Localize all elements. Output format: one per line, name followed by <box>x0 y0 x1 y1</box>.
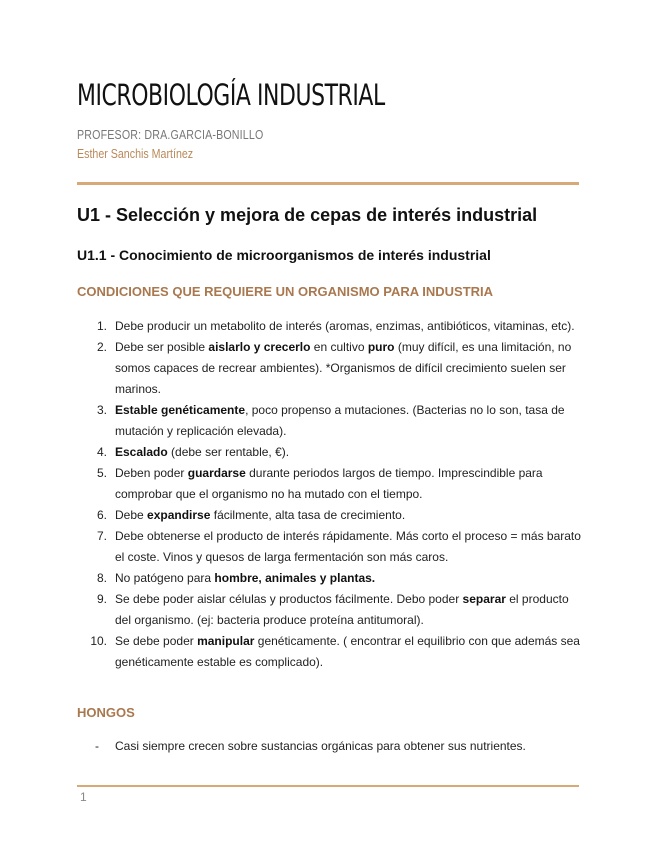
condition-text: , poco propenso a mutaciones. (Bacterias no lo son, tasa de mutación y replicación elevada). <box>115 403 565 438</box>
author-name: Esther Sanchis Martínez <box>77 146 194 161</box>
condition-item <box>77 442 581 463</box>
condition-emphasis: puro <box>367 340 395 354</box>
condition-number: 7. <box>96 529 107 543</box>
condition-emphasis: expandirse <box>147 508 211 522</box>
condition-text: durante periodos largos de tiempo. Imprescindible para comprobar que el organismo no ha mutado con el tiempo. <box>115 466 543 501</box>
condition-number: 1. <box>96 319 107 333</box>
condition-number: 5. <box>96 466 107 480</box>
condition-text: fácilmente, alta tasa de crecimiento. <box>210 508 406 522</box>
fungi-list <box>77 736 581 757</box>
fungi-item <box>77 736 581 757</box>
condition-item <box>77 568 581 589</box>
conditions-list <box>77 316 581 673</box>
condition-text: No patógeno para <box>115 571 215 585</box>
condition-text: Deben poder <box>115 466 188 480</box>
condition-text: Debe obtenerse el producto de interés rápidamente. Más corto el proceso = más barato el coste. Vinos y quesos de larga fermentación son más caros. <box>115 529 581 564</box>
condition-item <box>77 589 581 631</box>
condition-emphasis: guardarse <box>187 466 246 480</box>
condition-text: el producto del organismo. (ej: bacteria produce proteína antitumoral). <box>115 592 569 627</box>
fungi-item-text: Casi siempre crecen sobre sustancias orgánicas para obtener sus nutrientes. <box>115 739 526 753</box>
condition-text: Debe ser posible <box>115 340 209 354</box>
condition-number: 10. <box>90 634 107 648</box>
conditions-heading: CONDICIONES QUE REQUIERE UN ORGANISMO PARA INDUSTRIA <box>77 284 494 299</box>
condition-text: Se debe poder <box>115 634 198 648</box>
condition-item <box>77 316 581 337</box>
bullet-dash: - <box>95 739 99 753</box>
header-divider <box>77 182 579 185</box>
condition-item <box>77 337 581 400</box>
unit-heading: U1 - Selección y mejora de cepas de interés industrial <box>77 205 538 225</box>
condition-emphasis: hombre, animales y plantas. <box>214 571 376 585</box>
condition-item <box>77 631 581 673</box>
condition-emphasis: separar <box>462 592 506 606</box>
condition-number: 2. <box>96 340 107 354</box>
condition-number: 6. <box>96 508 107 522</box>
professor-line: PROFESOR: DRA.GARCIA-BONILLO <box>77 127 264 142</box>
condition-text: (debe ser rentable, €). <box>167 445 290 459</box>
condition-number: 4. <box>96 445 107 459</box>
condition-item <box>77 505 581 526</box>
subunit-heading: U1.1 - Conocimiento de microorganismos de interés industrial <box>77 247 491 263</box>
condition-text: Se debe poder aislar células y productos fácilmente. Debo poder <box>115 592 463 606</box>
condition-emphasis: Escalado <box>115 445 168 459</box>
footer-divider <box>77 785 579 787</box>
condition-number: 8. <box>96 571 107 585</box>
condition-item <box>77 400 581 442</box>
condition-text: Debe <box>115 508 148 522</box>
condition-text: genéticamente. ( encontrar el equilibrio con que además sea genéticamente estable es complicado). <box>115 634 580 669</box>
condition-emphasis: manipular <box>197 634 255 648</box>
condition-number: 9. <box>96 592 107 606</box>
condition-text: en cultivo <box>310 340 368 354</box>
condition-emphasis: Estable genéticamente <box>115 403 246 417</box>
fungi-heading: HONGOS <box>77 705 135 720</box>
document-title: MICROBIOLOGÍA INDUSTRIAL <box>77 78 385 112</box>
condition-item <box>77 463 581 505</box>
condition-emphasis: aislarlo y crecerlo <box>208 340 311 354</box>
condition-text: (muy difícil, es una limitación, no somos capaces de recrear ambientes). *Organismos de difícil crecimiento suelen ser marinos. <box>115 340 572 396</box>
page-number: 1 <box>80 790 87 804</box>
condition-item <box>77 526 581 568</box>
condition-text: Debe producir un metabolito de interés (aromas, enzimas, antibióticos, vitaminas, etc). <box>115 319 575 333</box>
condition-number: 3. <box>96 403 107 417</box>
